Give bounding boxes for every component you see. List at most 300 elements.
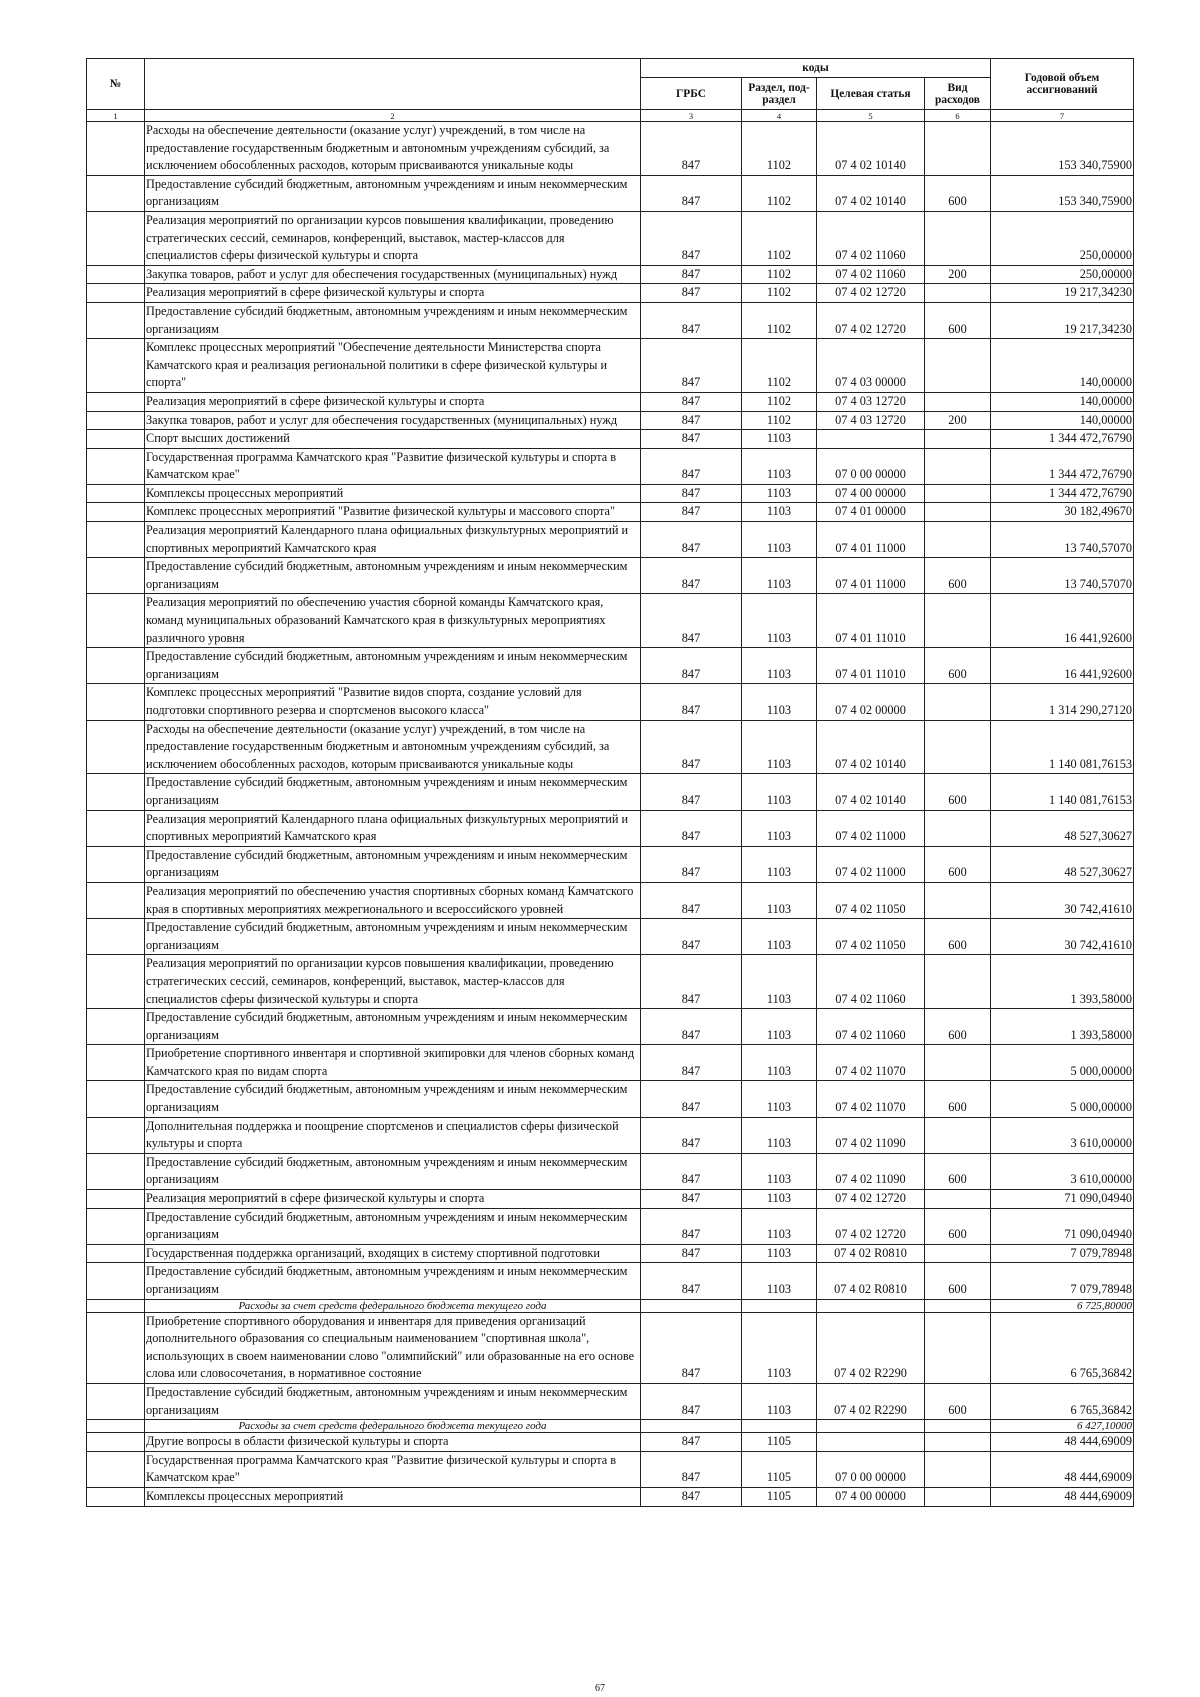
section-cell: 1103 xyxy=(742,1208,817,1244)
grbs-cell: 847 xyxy=(641,392,742,411)
expense-name-cell: Предоставление субсидий бюджетным, автономным учреждениям и иным некоммерческим организациям xyxy=(145,1153,641,1189)
section-cell: 1103 xyxy=(742,558,817,594)
grbs-cell: 847 xyxy=(641,684,742,720)
amount-cell: 6 725,80000 xyxy=(991,1299,1134,1312)
section-cell: 1103 xyxy=(742,846,817,882)
target-article-cell: 07 0 00 00000 xyxy=(817,448,925,484)
row-number-cell xyxy=(87,1208,145,1244)
expense-name-cell: Предоставление субсидий бюджетным, автономным учреждениям и иным некоммерческим организациям xyxy=(145,1009,641,1045)
grbs-cell: 847 xyxy=(641,810,742,846)
amount-cell: 1 140 081,76153 xyxy=(991,720,1134,774)
section-cell: 1105 xyxy=(742,1433,817,1452)
federal-note-row xyxy=(87,1299,1134,1312)
expense-name-cell: Предоставление субсидий бюджетным, автономным учреждениям и иным некоммерческим организациям xyxy=(145,1383,641,1419)
target-article-cell: 07 4 01 00000 xyxy=(817,503,925,522)
grbs-cell: 847 xyxy=(641,1244,742,1263)
target-article-cell: 07 4 02 12720 xyxy=(817,1190,925,1209)
expense-name-cell: Расходы на обеспечение деятельности (оказание услуг) учреждений, в том числе на предоставление государственным бюджетным и автономным учреждениям субсидий, за исключением обособленных расходов, которым присваиваются уникальные коды xyxy=(145,122,641,176)
amount-cell: 19 217,34230 xyxy=(991,302,1134,338)
grbs-cell: 847 xyxy=(641,558,742,594)
grbs-cell: 847 xyxy=(641,503,742,522)
amount-cell: 71 090,04940 xyxy=(991,1190,1134,1209)
expense-name-cell: Предоставление субсидий бюджетным, автономным учреждениям и иным некоммерческим организациям xyxy=(145,175,641,211)
expense-name-cell: Реализация мероприятий по обеспечению участия сборной команды Камчатского края, команд муниципальных образований Камчатского края в физкультурных мероприятиях различного уровня xyxy=(145,594,641,648)
row-number-cell xyxy=(87,1081,145,1117)
amount-cell: 13 740,57070 xyxy=(991,558,1134,594)
row-number-cell xyxy=(87,1244,145,1263)
table-row xyxy=(87,882,1134,918)
table-row xyxy=(87,1451,1134,1487)
expense-type-cell xyxy=(925,1299,991,1312)
expense-type-cell: 600 xyxy=(925,648,991,684)
table-row xyxy=(87,448,1134,484)
expense-type-cell xyxy=(925,720,991,774)
table-row xyxy=(87,339,1134,393)
target-article-cell: 07 4 02 12720 xyxy=(817,302,925,338)
table-row xyxy=(87,648,1134,684)
row-number-cell xyxy=(87,211,145,265)
grbs-cell: 847 xyxy=(641,1117,742,1153)
table-row xyxy=(87,522,1134,558)
grbs-cell: 847 xyxy=(641,284,742,303)
target-article-cell: 07 4 02 11000 xyxy=(817,810,925,846)
grbs-cell: 847 xyxy=(641,1383,742,1419)
table-row xyxy=(87,392,1134,411)
amount-cell: 250,00000 xyxy=(991,211,1134,265)
table-row xyxy=(87,1263,1134,1299)
expense-name-cell: Расходы за счет средств федерального бюджета текущего года xyxy=(145,1299,641,1312)
section-cell: 1103 xyxy=(742,882,817,918)
expense-type-cell: 600 xyxy=(925,1081,991,1117)
section-cell: 1103 xyxy=(742,1263,817,1299)
table-row xyxy=(87,774,1134,810)
target-article-cell: 07 4 03 12720 xyxy=(817,392,925,411)
expense-name-cell: Предоставление субсидий бюджетным, автономным учреждениям и иным некоммерческим организациям xyxy=(145,846,641,882)
row-number-cell xyxy=(87,122,145,176)
column-number: 5 xyxy=(817,110,925,122)
section-cell: 1103 xyxy=(742,774,817,810)
target-article-cell: 07 4 02 11060 xyxy=(817,955,925,1009)
target-article-cell: 07 4 03 00000 xyxy=(817,339,925,393)
expense-name-cell: Реализация мероприятий в сфере физической культуры и спорта xyxy=(145,392,641,411)
grbs-cell: 847 xyxy=(641,211,742,265)
row-number-cell xyxy=(87,175,145,211)
section-cell: 1103 xyxy=(742,1045,817,1081)
amount-cell: 30 742,41610 xyxy=(991,882,1134,918)
expense-name-cell: Дополнительная поддержка и поощрение спортсменов и специалистов сферы физической культуры и спорта xyxy=(145,1117,641,1153)
amount-cell: 13 740,57070 xyxy=(991,522,1134,558)
expense-type-cell xyxy=(925,684,991,720)
row-number-cell xyxy=(87,265,145,284)
expense-type-cell xyxy=(925,484,991,503)
amount-cell: 250,00000 xyxy=(991,265,1134,284)
table-row xyxy=(87,684,1134,720)
row-number-cell xyxy=(87,594,145,648)
target-article-cell: 07 4 02 R2290 xyxy=(817,1312,925,1383)
target-article-cell xyxy=(817,1299,925,1312)
column-number: 6 xyxy=(925,110,991,122)
grbs-cell: 847 xyxy=(641,265,742,284)
federal-note-row xyxy=(87,1420,1134,1433)
expense-name-cell: Комплекс процессных мероприятий "Развитие видов спорта, создание условий для подготовки спортивного резерва и спортсменов высокого класса" xyxy=(145,684,641,720)
expense-name-cell: Приобретение спортивного оборудования и инвентаря для приведения организаций дополнительного образования со специальным наименованием "спортивная школа", использующих в своем наименовании слово "олимпийский" или образованные на его основе слова или словосочетания, в нормативное состояние xyxy=(145,1312,641,1383)
table-row xyxy=(87,1208,1134,1244)
table-row xyxy=(87,558,1134,594)
row-number-cell xyxy=(87,503,145,522)
expense-type-cell xyxy=(925,1312,991,1383)
expense-type-cell xyxy=(925,448,991,484)
target-article-cell: 07 4 02 10140 xyxy=(817,175,925,211)
table-row xyxy=(87,1081,1134,1117)
table-row xyxy=(87,1383,1134,1419)
amount-cell: 30 742,41610 xyxy=(991,919,1134,955)
section-cell: 1103 xyxy=(742,955,817,1009)
expense-name-cell: Государственная поддержка организаций, входящих в систему спортивной подготовки xyxy=(145,1244,641,1263)
section-cell: 1105 xyxy=(742,1487,817,1506)
amount-cell: 19 217,34230 xyxy=(991,284,1134,303)
header-grbs: ГРБС xyxy=(641,78,742,110)
amount-cell: 30 182,49670 xyxy=(991,503,1134,522)
target-article-cell: 07 4 02 11070 xyxy=(817,1045,925,1081)
expense-type-cell xyxy=(925,430,991,449)
section-cell: 1103 xyxy=(742,1081,817,1117)
section-cell: 1103 xyxy=(742,919,817,955)
row-number-cell xyxy=(87,774,145,810)
expense-type-cell xyxy=(925,882,991,918)
expense-name-cell: Предоставление субсидий бюджетным, автономным учреждениям и иным некоммерческим организациям xyxy=(145,774,641,810)
table-row xyxy=(87,1045,1134,1081)
target-article-cell xyxy=(817,1420,925,1433)
amount-cell: 48 444,69009 xyxy=(991,1451,1134,1487)
expense-name-cell: Реализация мероприятий по обеспечению участия спортивных сборных команд Камчатского края в спортивных мероприятиях межрегионального и всероссийского уровней xyxy=(145,882,641,918)
row-number-cell xyxy=(87,284,145,303)
target-article-cell: 07 4 00 00000 xyxy=(817,484,925,503)
amount-cell: 1 393,58000 xyxy=(991,955,1134,1009)
table-row xyxy=(87,484,1134,503)
expense-type-cell xyxy=(925,522,991,558)
grbs-cell: 847 xyxy=(641,411,742,430)
row-number-cell xyxy=(87,448,145,484)
table-row xyxy=(87,302,1134,338)
expense-name-cell: Реализация мероприятий по организации курсов повышения квалификации, проведению стратегических сессий, семинаров, конференций, выставок, мастер-классов для специалистов сферы физической культуры и спорта xyxy=(145,211,641,265)
amount-cell: 1 140 081,76153 xyxy=(991,774,1134,810)
expense-type-cell: 600 xyxy=(925,774,991,810)
table-row xyxy=(87,1153,1134,1189)
expense-type-cell xyxy=(925,392,991,411)
expense-name-cell: Предоставление субсидий бюджетным, автономным учреждениям и иным некоммерческим организациям xyxy=(145,558,641,594)
row-number-cell xyxy=(87,882,145,918)
expense-name-cell: Реализация мероприятий Календарного плана официальных физкультурных мероприятий и спортивных мероприятий Камчатского края xyxy=(145,522,641,558)
row-number-cell xyxy=(87,1433,145,1452)
amount-cell: 6 765,36842 xyxy=(991,1383,1134,1419)
row-number-cell xyxy=(87,302,145,338)
amount-cell: 1 344 472,76790 xyxy=(991,448,1134,484)
amount-cell: 1 344 472,76790 xyxy=(991,430,1134,449)
row-number-cell xyxy=(87,1312,145,1383)
grbs-cell: 847 xyxy=(641,448,742,484)
section-cell xyxy=(742,1420,817,1433)
grbs-cell: 847 xyxy=(641,720,742,774)
target-article-cell: 07 4 02 11050 xyxy=(817,919,925,955)
expense-type-cell xyxy=(925,1045,991,1081)
row-number-cell xyxy=(87,1383,145,1419)
table-row xyxy=(87,810,1134,846)
expense-name-cell: Предоставление субсидий бюджетным, автономным учреждениям и иным некоммерческим организациям xyxy=(145,302,641,338)
row-number-cell xyxy=(87,484,145,503)
column-number: 4 xyxy=(742,110,817,122)
amount-cell: 6 427,10000 xyxy=(991,1420,1134,1433)
expense-type-cell xyxy=(925,594,991,648)
amount-cell: 71 090,04940 xyxy=(991,1208,1134,1244)
expense-name-cell: Реализация мероприятий по организации курсов повышения квалификации, проведению стратегических сессий, семинаров, конференций, выставок, мастер-классов для специалистов сферы физической культуры и спорта xyxy=(145,955,641,1009)
table-row xyxy=(87,265,1134,284)
target-article-cell: 07 4 01 11010 xyxy=(817,594,925,648)
amount-cell: 7 079,78948 xyxy=(991,1263,1134,1299)
target-article-cell: 07 4 02 00000 xyxy=(817,684,925,720)
expense-name-cell: Другие вопросы в области физической культуры и спорта xyxy=(145,1433,641,1452)
row-number-cell xyxy=(87,684,145,720)
amount-cell: 5 000,00000 xyxy=(991,1045,1134,1081)
row-number-cell xyxy=(87,720,145,774)
target-article-cell: 07 0 00 00000 xyxy=(817,1451,925,1487)
expense-type-cell xyxy=(925,1451,991,1487)
target-article-cell: 07 4 02 R0810 xyxy=(817,1244,925,1263)
amount-cell: 140,00000 xyxy=(991,411,1134,430)
expense-name-cell: Комплексы процессных мероприятий xyxy=(145,1487,641,1506)
row-number-cell xyxy=(87,1153,145,1189)
grbs-cell: 847 xyxy=(641,122,742,176)
section-cell: 1103 xyxy=(742,1009,817,1045)
expense-type-cell xyxy=(925,1244,991,1263)
expense-type-cell: 600 xyxy=(925,1208,991,1244)
row-number-cell xyxy=(87,1299,145,1312)
amount-cell: 1 344 472,76790 xyxy=(991,484,1134,503)
row-number-cell xyxy=(87,810,145,846)
grbs-cell: 847 xyxy=(641,648,742,684)
grbs-cell: 847 xyxy=(641,175,742,211)
row-number-cell xyxy=(87,430,145,449)
target-article-cell: 07 4 01 11000 xyxy=(817,558,925,594)
grbs-cell: 847 xyxy=(641,1263,742,1299)
grbs-cell: 847 xyxy=(641,955,742,1009)
row-number-cell xyxy=(87,955,145,1009)
section-cell: 1103 xyxy=(742,1383,817,1419)
table-row xyxy=(87,503,1134,522)
grbs-cell: 847 xyxy=(641,1208,742,1244)
target-article-cell: 07 4 02 10140 xyxy=(817,122,925,176)
grbs-cell xyxy=(641,1420,742,1433)
expense-name-cell: Государственная программа Камчатского края "Развитие физической культуры и спорта в Камчатском крае" xyxy=(145,448,641,484)
section-cell: 1103 xyxy=(742,1244,817,1263)
amount-cell: 6 765,36842 xyxy=(991,1312,1134,1383)
grbs-cell xyxy=(641,1299,742,1312)
section-cell: 1103 xyxy=(742,810,817,846)
table-row xyxy=(87,430,1134,449)
section-cell: 1103 xyxy=(742,522,817,558)
budget-table xyxy=(86,58,1134,1507)
expense-name-cell: Закупка товаров, работ и услуг для обеспечения государственных (муниципальных) нужд xyxy=(145,265,641,284)
expense-name-cell: Предоставление субсидий бюджетным, автономным учреждениям и иным некоммерческим организациям xyxy=(145,648,641,684)
table-row xyxy=(87,1487,1134,1506)
table-row xyxy=(87,1433,1134,1452)
target-article-cell: 07 4 02 R0810 xyxy=(817,1263,925,1299)
amount-cell: 1 314 290,27120 xyxy=(991,684,1134,720)
column-number: 3 xyxy=(641,110,742,122)
header-codes: коды xyxy=(641,59,991,78)
table-body xyxy=(87,122,1134,1507)
target-article-cell: 07 4 02 11060 xyxy=(817,211,925,265)
grbs-cell: 847 xyxy=(641,774,742,810)
expense-type-cell: 600 xyxy=(925,919,991,955)
expense-type-cell: 600 xyxy=(925,1263,991,1299)
grbs-cell: 847 xyxy=(641,430,742,449)
row-number-cell xyxy=(87,846,145,882)
table-row xyxy=(87,1244,1134,1263)
header-amount: Годовой объем ассигнований xyxy=(991,59,1134,110)
grbs-cell: 847 xyxy=(641,484,742,503)
table-row xyxy=(87,720,1134,774)
section-cell: 1103 xyxy=(742,448,817,484)
expense-type-cell xyxy=(925,955,991,1009)
section-cell: 1103 xyxy=(742,503,817,522)
grbs-cell: 847 xyxy=(641,846,742,882)
expense-name-cell: Закупка товаров, работ и услуг для обеспечения государственных (муниципальных) нужд xyxy=(145,411,641,430)
expense-type-cell xyxy=(925,1117,991,1153)
table-row xyxy=(87,411,1134,430)
table-row xyxy=(87,1312,1134,1383)
expense-name-cell: Расходы на обеспечение деятельности (оказание услуг) учреждений, в том числе на предоставление государственным бюджетным и автономным учреждениям субсидий, за исключением обособленных расходов, которым присваиваются уникальные коды xyxy=(145,720,641,774)
table-row xyxy=(87,1117,1134,1153)
expense-name-cell: Реализация мероприятий в сфере физической культуры и спорта xyxy=(145,284,641,303)
expense-type-cell: 600 xyxy=(925,1009,991,1045)
grbs-cell: 847 xyxy=(641,1451,742,1487)
target-article-cell: 07 4 01 11010 xyxy=(817,648,925,684)
expense-name-cell: Предоставление субсидий бюджетным, автономным учреждениям и иным некоммерческим организациям xyxy=(145,919,641,955)
page-number: 67 xyxy=(595,1683,605,1694)
expense-type-cell: 200 xyxy=(925,411,991,430)
row-number-cell xyxy=(87,1487,145,1506)
grbs-cell: 847 xyxy=(641,302,742,338)
expense-type-cell xyxy=(925,1433,991,1452)
grbs-cell: 847 xyxy=(641,1045,742,1081)
target-article-cell: 07 4 02 R2290 xyxy=(817,1383,925,1419)
expense-name-cell: Предоставление субсидий бюджетным, автономным учреждениям и иным некоммерческим организациям xyxy=(145,1263,641,1299)
row-number-cell xyxy=(87,648,145,684)
section-cell: 1105 xyxy=(742,1451,817,1487)
grbs-cell: 847 xyxy=(641,1153,742,1189)
grbs-cell: 847 xyxy=(641,594,742,648)
amount-cell: 48 444,69009 xyxy=(991,1487,1134,1506)
expense-type-cell: 600 xyxy=(925,846,991,882)
row-number-cell xyxy=(87,1117,145,1153)
section-cell: 1103 xyxy=(742,684,817,720)
target-article-cell xyxy=(817,1433,925,1452)
row-number-cell xyxy=(87,411,145,430)
expense-type-cell xyxy=(925,211,991,265)
section-cell: 1103 xyxy=(742,1190,817,1209)
expense-type-cell: 600 xyxy=(925,1153,991,1189)
section-cell: 1103 xyxy=(742,1153,817,1189)
target-article-cell: 07 4 02 10140 xyxy=(817,720,925,774)
expense-name-cell: Расходы за счет средств федерального бюджета текущего года xyxy=(145,1420,641,1433)
section-cell: 1102 xyxy=(742,211,817,265)
grbs-cell: 847 xyxy=(641,882,742,918)
target-article-cell: 07 4 02 11090 xyxy=(817,1117,925,1153)
row-number-cell xyxy=(87,1009,145,1045)
expense-type-cell xyxy=(925,503,991,522)
amount-cell: 48 527,30627 xyxy=(991,846,1134,882)
amount-cell: 153 340,75900 xyxy=(991,175,1134,211)
section-cell: 1103 xyxy=(742,1312,817,1383)
grbs-cell: 847 xyxy=(641,522,742,558)
grbs-cell: 847 xyxy=(641,1312,742,1383)
grbs-cell: 847 xyxy=(641,1009,742,1045)
expense-type-cell xyxy=(925,810,991,846)
target-article-cell: 07 4 02 12720 xyxy=(817,284,925,303)
row-number-cell xyxy=(87,1420,145,1433)
amount-cell: 3 610,00000 xyxy=(991,1117,1134,1153)
amount-cell: 48 444,69009 xyxy=(991,1433,1134,1452)
amount-cell: 140,00000 xyxy=(991,392,1134,411)
column-number: 2 xyxy=(145,110,641,122)
amount-cell: 1 393,58000 xyxy=(991,1009,1134,1045)
grbs-cell: 847 xyxy=(641,339,742,393)
table-row xyxy=(87,846,1134,882)
grbs-cell: 847 xyxy=(641,1433,742,1452)
grbs-cell: 847 xyxy=(641,1081,742,1117)
expense-type-cell xyxy=(925,1487,991,1506)
expense-type-cell: 600 xyxy=(925,175,991,211)
target-article-cell: 07 4 02 10140 xyxy=(817,774,925,810)
amount-cell: 16 441,92600 xyxy=(991,594,1134,648)
target-article-cell: 07 4 00 00000 xyxy=(817,1487,925,1506)
expense-name-cell: Предоставление субсидий бюджетным, автономным учреждениям и иным некоммерческим организациям xyxy=(145,1081,641,1117)
target-article-cell: 07 4 02 11000 xyxy=(817,846,925,882)
expense-type-cell xyxy=(925,284,991,303)
section-cell: 1102 xyxy=(742,265,817,284)
row-number-cell xyxy=(87,392,145,411)
row-number-cell xyxy=(87,1263,145,1299)
section-cell: 1102 xyxy=(742,302,817,338)
expense-name-cell: Приобретение спортивного инвентаря и спортивной экипировки для членов сборных команд Камчатского края по видам спорта xyxy=(145,1045,641,1081)
amount-cell: 7 079,78948 xyxy=(991,1244,1134,1263)
section-cell: 1102 xyxy=(742,122,817,176)
table-row xyxy=(87,122,1134,176)
header-number: № xyxy=(87,59,145,110)
expense-name-cell: Комплексы процессных мероприятий xyxy=(145,484,641,503)
table-header xyxy=(87,59,1134,122)
row-number-cell xyxy=(87,919,145,955)
section-cell: 1102 xyxy=(742,339,817,393)
grbs-cell: 847 xyxy=(641,1487,742,1506)
amount-cell: 140,00000 xyxy=(991,339,1134,393)
section-cell: 1102 xyxy=(742,392,817,411)
expense-type-cell xyxy=(925,339,991,393)
section-cell: 1102 xyxy=(742,175,817,211)
amount-cell: 16 441,92600 xyxy=(991,648,1134,684)
expense-name-cell: Комплекс процессных мероприятий "Обеспечение деятельности Министерства спорта Камчатского края и реализация региональной политики в сфере физической культуры и спорта" xyxy=(145,339,641,393)
column-numbers-row xyxy=(87,110,1134,122)
target-article-cell xyxy=(817,430,925,449)
expense-name-cell: Комплекс процессных мероприятий "Развитие физической культуры и массового спорта" xyxy=(145,503,641,522)
expense-name-cell: Реализация мероприятий в сфере физической культуры и спорта xyxy=(145,1190,641,1209)
table-row xyxy=(87,955,1134,1009)
expense-type-cell xyxy=(925,122,991,176)
amount-cell: 48 527,30627 xyxy=(991,810,1134,846)
target-article-cell: 07 4 01 11000 xyxy=(817,522,925,558)
header-expense-type: Вид расходов xyxy=(925,78,991,110)
section-cell: 1103 xyxy=(742,720,817,774)
